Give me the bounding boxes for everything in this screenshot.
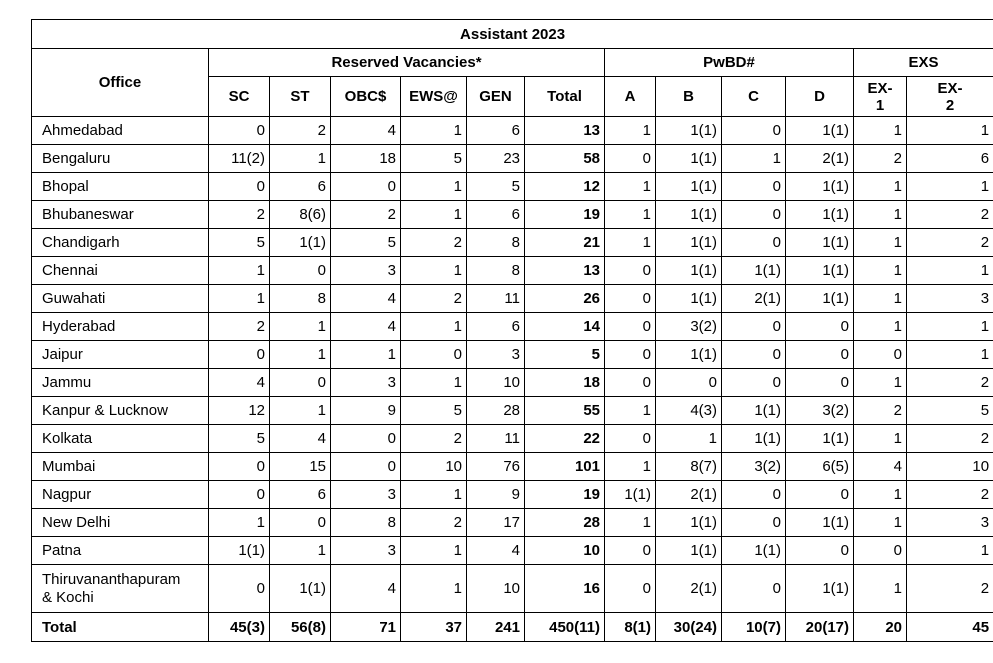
table-cell: 1(1)	[656, 201, 722, 229]
office-name: Ahmedabad	[32, 117, 209, 145]
table-row	[32, 397, 993, 425]
table-cell: 6	[467, 313, 525, 341]
office-name: Mumbai	[32, 453, 209, 481]
table-cell: 2(1)	[722, 285, 786, 313]
table-cell: 6	[467, 117, 525, 145]
table-cell: 4	[467, 537, 525, 565]
total-cell: 13	[525, 117, 605, 145]
table-cell: 1	[270, 397, 331, 425]
table-cell: 2	[401, 229, 467, 257]
table-cell: 0	[209, 481, 270, 509]
table-row	[32, 257, 993, 285]
table-cell: 0	[209, 173, 270, 201]
table-cell: 2	[907, 565, 993, 613]
table-cell: 4	[331, 565, 401, 613]
table-cell: 1	[907, 117, 993, 145]
table-cell: 1(1)	[656, 341, 722, 369]
table-cell: 1	[854, 257, 907, 285]
table-cell: 45(3)	[209, 613, 270, 642]
office-name: New Delhi	[32, 509, 209, 537]
table-cell: 5	[467, 173, 525, 201]
table-cell: 1(1)	[786, 285, 854, 313]
office-name: Bhopal	[32, 173, 209, 201]
table-cell: 2	[401, 509, 467, 537]
table-cell: 0	[722, 341, 786, 369]
table-cell: 6	[270, 173, 331, 201]
office-name: Jaipur	[32, 341, 209, 369]
table-cell: 3	[907, 509, 993, 537]
table-cell: 1	[722, 145, 786, 173]
table-cell: 1(1)	[722, 397, 786, 425]
table-cell: 45	[907, 613, 993, 642]
table-cell: 2	[854, 145, 907, 173]
column-header: GEN	[467, 77, 525, 117]
table-cell: 2(1)	[656, 481, 722, 509]
table-cell: 9	[467, 481, 525, 509]
table-cell: 5	[209, 425, 270, 453]
table-cell: 1	[656, 425, 722, 453]
table-cell: 2	[907, 229, 993, 257]
table-cell: 15	[270, 453, 331, 481]
table-cell: 2	[209, 201, 270, 229]
table-cell: 5	[401, 397, 467, 425]
table-cell: 11	[467, 425, 525, 453]
table-cell: 6	[907, 145, 993, 173]
table-cell: 1	[854, 509, 907, 537]
total-cell: 10	[525, 537, 605, 565]
table-cell: 5	[331, 229, 401, 257]
table-cell: 2(1)	[786, 145, 854, 173]
table-cell: 8	[270, 285, 331, 313]
table-row	[32, 565, 993, 613]
total-cell: 21	[525, 229, 605, 257]
table-cell: 1(1)	[656, 509, 722, 537]
table-cell: 0	[722, 565, 786, 613]
table-cell: 1	[209, 257, 270, 285]
table-row	[32, 145, 993, 173]
table-cell: 3(2)	[722, 453, 786, 481]
table-cell: 8	[467, 257, 525, 285]
table-cell: 0	[209, 341, 270, 369]
table-cell: 10	[467, 369, 525, 397]
table-cell: 1(1)	[656, 117, 722, 145]
table-cell: 4	[270, 425, 331, 453]
table-cell: 1	[907, 257, 993, 285]
table-cell: 0	[656, 369, 722, 397]
table-cell: 0	[331, 173, 401, 201]
table-cell: 1(1)	[656, 257, 722, 285]
table-cell: 3	[331, 257, 401, 285]
table-cell: 8(6)	[270, 201, 331, 229]
total-cell: 12	[525, 173, 605, 201]
table-row	[32, 313, 993, 341]
table-cell: 0	[270, 257, 331, 285]
table-row	[32, 453, 993, 481]
total-cell: 19	[525, 481, 605, 509]
table-cell: 1	[401, 257, 467, 285]
table-cell: 23	[467, 145, 525, 173]
table-cell: 1	[401, 173, 467, 201]
table-row	[32, 285, 993, 313]
table-cell: 1	[605, 229, 656, 257]
table-cell: 1	[854, 201, 907, 229]
table-cell: 2	[209, 313, 270, 341]
table-cell: 10	[907, 453, 993, 481]
table-cell: 0	[786, 313, 854, 341]
table-title: Assistant 2023	[32, 20, 993, 49]
table-cell: 1	[605, 201, 656, 229]
table-cell: 0	[209, 453, 270, 481]
table-cell: 1(1)	[786, 117, 854, 145]
table-cell: 1(1)	[656, 537, 722, 565]
table-cell: 1(1)	[656, 173, 722, 201]
table-cell: 2	[331, 201, 401, 229]
table-cell: 3(2)	[656, 313, 722, 341]
table-cell: 8	[467, 229, 525, 257]
table-cell: 0	[401, 341, 467, 369]
table-cell: 1	[209, 509, 270, 537]
total-cell: 58	[525, 145, 605, 173]
table-cell: 1	[605, 397, 656, 425]
table-cell: 241	[467, 613, 525, 642]
total-cell: 26	[525, 285, 605, 313]
table-cell: 1	[401, 201, 467, 229]
table-cell: 1	[605, 173, 656, 201]
table-cell: 1	[854, 425, 907, 453]
column-header: A	[605, 77, 656, 117]
table-cell: 1	[854, 313, 907, 341]
table-row	[32, 425, 993, 453]
table-cell: 18	[331, 145, 401, 173]
office-name: Nagpur	[32, 481, 209, 509]
table-cell: 1	[605, 509, 656, 537]
column-header: EX- 1	[854, 77, 907, 117]
table-cell: 0	[722, 509, 786, 537]
total-cell: 55	[525, 397, 605, 425]
table-cell: 0	[786, 341, 854, 369]
table-row	[32, 229, 993, 257]
vacancy-table	[31, 19, 993, 642]
total-cell: 22	[525, 425, 605, 453]
table-cell: 0	[605, 425, 656, 453]
table-cell: 12	[209, 397, 270, 425]
table-cell: 8	[331, 509, 401, 537]
table-cell: 3	[331, 481, 401, 509]
table-cell: 1	[331, 341, 401, 369]
office-name: Kolkata	[32, 425, 209, 453]
table-cell: 0	[722, 173, 786, 201]
table-cell: 6	[467, 201, 525, 229]
table-cell: 1(1)	[656, 229, 722, 257]
table-cell: 11	[467, 285, 525, 313]
table-cell: 0	[270, 369, 331, 397]
total-cell: 450(11)	[525, 613, 605, 642]
table-cell: 1	[209, 285, 270, 313]
table-cell: 1	[401, 117, 467, 145]
table-row	[32, 201, 993, 229]
table-cell: 2	[907, 481, 993, 509]
table-cell: 1(1)	[786, 565, 854, 613]
table-cell: 0	[605, 257, 656, 285]
table-row	[32, 341, 993, 369]
table-cell: 1(1)	[722, 425, 786, 453]
column-header: D	[786, 77, 854, 117]
table-cell: 1(1)	[722, 257, 786, 285]
pwbd-header: PwBD#	[605, 49, 854, 77]
table-cell: 0	[854, 341, 907, 369]
column-header: OBC$	[331, 77, 401, 117]
table-cell: 17	[467, 509, 525, 537]
table-cell: 4	[209, 369, 270, 397]
table-cell: 1(1)	[209, 537, 270, 565]
table-cell: 3	[331, 537, 401, 565]
table-cell: 0	[605, 313, 656, 341]
table-cell: 1	[270, 313, 331, 341]
office-name: Chandigarh	[32, 229, 209, 257]
table-cell: 10(7)	[722, 613, 786, 642]
table-cell: 1	[907, 341, 993, 369]
table-cell: 0	[722, 369, 786, 397]
table-row	[32, 369, 993, 397]
total-cell: 28	[525, 509, 605, 537]
table-cell: 1	[605, 117, 656, 145]
office-name: Chennai	[32, 257, 209, 285]
office-name: Total	[32, 613, 209, 642]
table-cell: 0	[722, 229, 786, 257]
table-cell: 3	[907, 285, 993, 313]
column-header: Total	[525, 77, 605, 117]
reserved-vacancies-header: Reserved Vacancies*	[209, 49, 605, 77]
table-row	[32, 173, 993, 201]
table-cell: 1(1)	[786, 257, 854, 285]
table-cell: 6	[270, 481, 331, 509]
table-cell: 30(24)	[656, 613, 722, 642]
office-name: Thiruvananthapuram & Kochi	[32, 565, 209, 613]
table-cell: 1(1)	[786, 201, 854, 229]
table-cell: 0	[605, 145, 656, 173]
table-cell: 76	[467, 453, 525, 481]
table-cell: 0	[605, 341, 656, 369]
total-cell: 14	[525, 313, 605, 341]
table-cell: 5	[401, 145, 467, 173]
total-cell: 13	[525, 257, 605, 285]
table-cell: 0	[605, 285, 656, 313]
table-row	[32, 537, 993, 565]
table-cell: 1	[854, 229, 907, 257]
office-name: Jammu	[32, 369, 209, 397]
office-name: Bengaluru	[32, 145, 209, 173]
office-name: Hyderabad	[32, 313, 209, 341]
column-header: EX- 2	[907, 77, 993, 117]
table-cell: 3(2)	[786, 397, 854, 425]
table-cell: 28	[467, 397, 525, 425]
total-cell: 19	[525, 201, 605, 229]
table-cell: 56(8)	[270, 613, 331, 642]
table-cell: 1	[854, 369, 907, 397]
table-cell: 1(1)	[786, 173, 854, 201]
table-cell: 1	[907, 173, 993, 201]
table-cell: 1(1)	[722, 537, 786, 565]
table-cell: 10	[401, 453, 467, 481]
table-cell: 1(1)	[656, 285, 722, 313]
table-cell: 1	[401, 565, 467, 613]
table-cell: 1	[401, 369, 467, 397]
table-cell: 1(1)	[656, 145, 722, 173]
table-cell: 1(1)	[270, 229, 331, 257]
table-cell: 1(1)	[786, 509, 854, 537]
table-cell: 1	[401, 537, 467, 565]
table-cell: 37	[401, 613, 467, 642]
table-cell: 0	[331, 453, 401, 481]
table-cell: 0	[722, 481, 786, 509]
table-cell: 2	[270, 117, 331, 145]
table-cell: 1	[854, 173, 907, 201]
total-cell: 5	[525, 341, 605, 369]
table-cell: 4	[331, 117, 401, 145]
table-cell: 0	[722, 117, 786, 145]
table-cell: 1	[907, 313, 993, 341]
column-header: EWS@	[401, 77, 467, 117]
table-cell: 6(5)	[786, 453, 854, 481]
total-cell: 18	[525, 369, 605, 397]
table-cell: 0	[331, 425, 401, 453]
table-cell: 1(1)	[605, 481, 656, 509]
table-cell: 1	[270, 537, 331, 565]
table-cell: 4(3)	[656, 397, 722, 425]
table-cell: 0	[209, 117, 270, 145]
table-cell: 3	[467, 341, 525, 369]
table-cell: 0	[605, 369, 656, 397]
table-cell: 1	[270, 145, 331, 173]
table-cell: 1(1)	[786, 229, 854, 257]
table-cell: 2(1)	[656, 565, 722, 613]
table-cell: 1	[401, 313, 467, 341]
table-cell: 1	[907, 537, 993, 565]
table-cell: 1	[854, 285, 907, 313]
exs-header: EXS	[854, 49, 993, 77]
table-cell: 2	[907, 201, 993, 229]
office-name: Guwahati	[32, 285, 209, 313]
total-cell: 101	[525, 453, 605, 481]
table-cell: 10	[467, 565, 525, 613]
table-cell: 0	[605, 565, 656, 613]
table-cell: 20(17)	[786, 613, 854, 642]
table-cell: 20	[854, 613, 907, 642]
table-cell: 3	[331, 369, 401, 397]
table-cell: 4	[854, 453, 907, 481]
office-name: Kanpur & Lucknow	[32, 397, 209, 425]
table-cell: 1	[854, 565, 907, 613]
table-cell: 0	[786, 369, 854, 397]
table-cell: 0	[605, 537, 656, 565]
table-cell: 1(1)	[270, 565, 331, 613]
table-cell: 0	[786, 481, 854, 509]
table-cell: 2	[907, 369, 993, 397]
total-cell: 16	[525, 565, 605, 613]
table-cell: 0	[722, 313, 786, 341]
column-header: ST	[270, 77, 331, 117]
column-header: SC	[209, 77, 270, 117]
table-cell: 0	[722, 201, 786, 229]
table-cell: 1	[270, 341, 331, 369]
table-cell: 5	[907, 397, 993, 425]
table-cell: 1	[401, 481, 467, 509]
table-cell: 8(7)	[656, 453, 722, 481]
table-cell: 9	[331, 397, 401, 425]
table-cell: 11(2)	[209, 145, 270, 173]
office-header: Office	[32, 49, 209, 117]
table-cell: 0	[209, 565, 270, 613]
table-cell: 2	[401, 285, 467, 313]
table-row	[32, 481, 993, 509]
total-row	[32, 613, 993, 642]
table-cell: 1	[605, 453, 656, 481]
table-cell: 0	[270, 509, 331, 537]
table-cell: 2	[907, 425, 993, 453]
table-cell: 5	[209, 229, 270, 257]
table-row	[32, 509, 993, 537]
table-cell: 2	[854, 397, 907, 425]
table-cell: 1(1)	[786, 425, 854, 453]
table-cell: 2	[401, 425, 467, 453]
table-cell: 4	[331, 285, 401, 313]
column-header: C	[722, 77, 786, 117]
table-cell: 1	[854, 481, 907, 509]
office-name: Patna	[32, 537, 209, 565]
table-cell: 0	[854, 537, 907, 565]
table-row	[32, 117, 993, 145]
table-cell: 4	[331, 313, 401, 341]
office-name: Bhubaneswar	[32, 201, 209, 229]
table-cell: 71	[331, 613, 401, 642]
table-cell: 0	[786, 537, 854, 565]
table-cell: 1	[854, 117, 907, 145]
table-cell: 8(1)	[605, 613, 656, 642]
column-header: B	[656, 77, 722, 117]
